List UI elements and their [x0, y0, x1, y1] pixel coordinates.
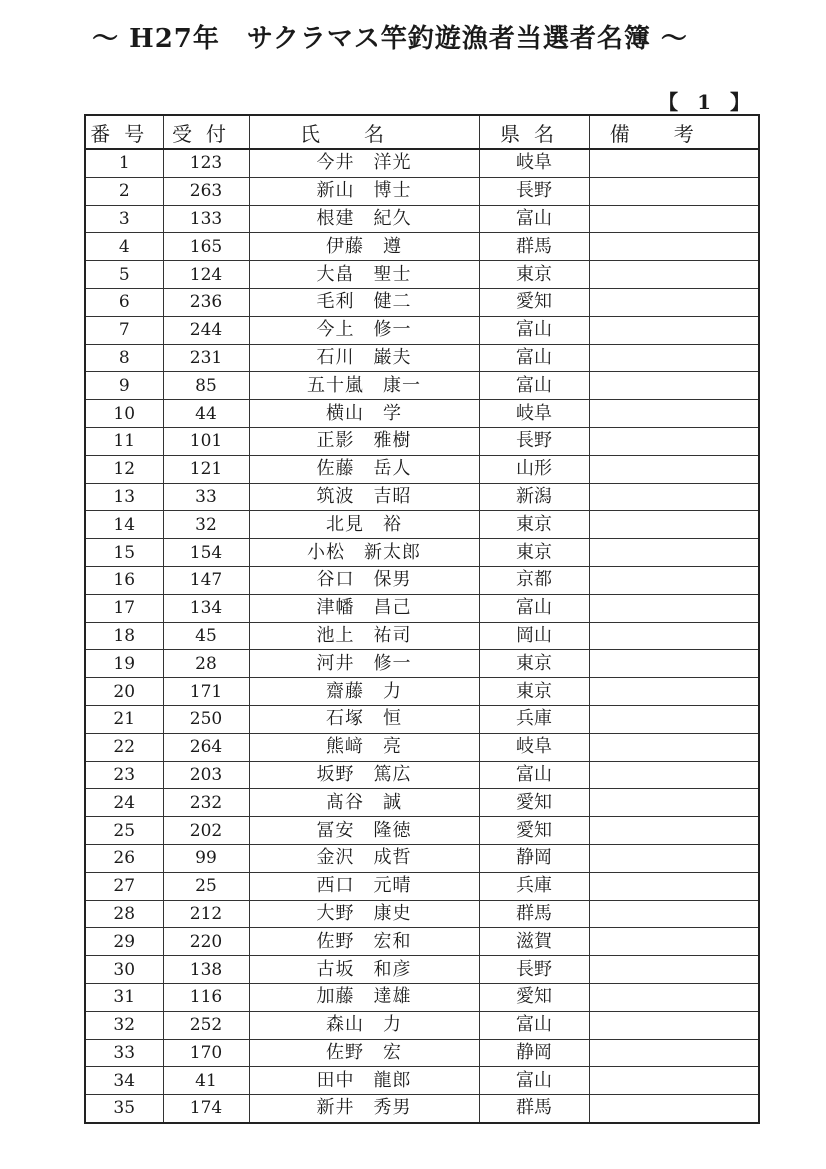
prefecture-name: 新潟 — [479, 483, 589, 511]
winner-name: 坂野 篤広 — [249, 761, 479, 789]
row-number: 31 — [85, 983, 163, 1011]
table-row — [85, 1011, 759, 1039]
remarks-cell — [589, 539, 759, 567]
reception-number: 147 — [163, 566, 249, 594]
remarks-cell — [589, 956, 759, 984]
table-row — [85, 288, 759, 316]
reception-number: 123 — [163, 149, 249, 177]
prefecture-name: 富山 — [479, 205, 589, 233]
winner-name: 西口 元晴 — [249, 872, 479, 900]
reception-number: 45 — [163, 622, 249, 650]
row-number: 3 — [85, 205, 163, 233]
row-number: 25 — [85, 817, 163, 845]
reception-number: 203 — [163, 761, 249, 789]
prefecture-name: 東京 — [479, 539, 589, 567]
winner-name: 横山 学 — [249, 400, 479, 428]
reception-number: 165 — [163, 233, 249, 261]
prefecture-name: 山形 — [479, 455, 589, 483]
table-row — [85, 1095, 759, 1123]
table-row — [85, 566, 759, 594]
winner-name: 新井 秀男 — [249, 1095, 479, 1123]
row-number: 24 — [85, 789, 163, 817]
winner-name: 池上 祐司 — [249, 622, 479, 650]
table-row — [85, 761, 759, 789]
winner-name: 伊藤 遵 — [249, 233, 479, 261]
reception-number: 124 — [163, 261, 249, 289]
table-row — [85, 650, 759, 678]
prefecture-name: 東京 — [479, 261, 589, 289]
reception-number: 25 — [163, 872, 249, 900]
table-row — [85, 789, 759, 817]
table-row — [85, 844, 759, 872]
table-row — [85, 1067, 759, 1095]
row-number: 28 — [85, 900, 163, 928]
remarks-cell — [589, 1039, 759, 1067]
reception-number: 32 — [163, 511, 249, 539]
row-number: 14 — [85, 511, 163, 539]
winner-name: 河井 修一 — [249, 650, 479, 678]
remarks-cell — [589, 594, 759, 622]
row-number: 4 — [85, 233, 163, 261]
remarks-cell — [589, 233, 759, 261]
row-number: 7 — [85, 316, 163, 344]
winner-name: 田中 龍郎 — [249, 1067, 479, 1095]
prefecture-name: 岡山 — [479, 622, 589, 650]
row-number: 22 — [85, 733, 163, 761]
table-row — [85, 900, 759, 928]
table-row — [85, 872, 759, 900]
reception-number: 85 — [163, 372, 249, 400]
prefecture-name: 兵庫 — [479, 872, 589, 900]
remarks-cell — [589, 344, 759, 372]
table-row — [85, 983, 759, 1011]
header-row — [85, 115, 759, 149]
reception-number: 171 — [163, 678, 249, 706]
winner-name: 加藤 達雄 — [249, 983, 479, 1011]
row-number: 9 — [85, 372, 163, 400]
remarks-cell — [589, 650, 759, 678]
table-row — [85, 539, 759, 567]
row-number: 27 — [85, 872, 163, 900]
remarks-cell — [589, 1067, 759, 1095]
winner-name: 小松 新太郎 — [249, 539, 479, 567]
table-header — [85, 115, 759, 149]
remarks-cell — [589, 678, 759, 706]
prefecture-name: 静岡 — [479, 844, 589, 872]
prefecture-name: 群馬 — [479, 900, 589, 928]
prefecture-name: 愛知 — [479, 817, 589, 845]
winner-name: 佐野 宏和 — [249, 928, 479, 956]
winner-name: 齋藤 力 — [249, 678, 479, 706]
row-number: 34 — [85, 1067, 163, 1095]
winner-name: 髙谷 誠 — [249, 789, 479, 817]
table-row — [85, 149, 759, 177]
row-number: 10 — [85, 400, 163, 428]
row-number: 15 — [85, 539, 163, 567]
row-number: 8 — [85, 344, 163, 372]
row-number: 32 — [85, 1011, 163, 1039]
reception-number: 232 — [163, 789, 249, 817]
remarks-cell — [589, 483, 759, 511]
row-number: 20 — [85, 678, 163, 706]
table-row — [85, 316, 759, 344]
reception-number: 101 — [163, 427, 249, 455]
prefecture-name: 滋賀 — [479, 928, 589, 956]
table-row — [85, 705, 759, 733]
reception-number: 220 — [163, 928, 249, 956]
table-row — [85, 205, 759, 233]
prefecture-name: 群馬 — [479, 233, 589, 261]
reception-number: 244 — [163, 316, 249, 344]
table-row — [85, 678, 759, 706]
remarks-cell — [589, 177, 759, 205]
prefecture-name: 兵庫 — [479, 705, 589, 733]
prefecture-name: 岐阜 — [479, 149, 589, 177]
winner-name: 森山 力 — [249, 1011, 479, 1039]
table-row — [85, 956, 759, 984]
reception-number: 202 — [163, 817, 249, 845]
row-number: 19 — [85, 650, 163, 678]
winner-name: 佐野 宏 — [249, 1039, 479, 1067]
row-number: 13 — [85, 483, 163, 511]
winner-name: 津幡 昌己 — [249, 594, 479, 622]
reception-number: 264 — [163, 733, 249, 761]
row-number: 17 — [85, 594, 163, 622]
reception-number: 44 — [163, 400, 249, 428]
row-number: 33 — [85, 1039, 163, 1067]
table-row — [85, 817, 759, 845]
winner-name: 冨安 隆徳 — [249, 817, 479, 845]
remarks-cell — [589, 1011, 759, 1039]
reception-number: 41 — [163, 1067, 249, 1095]
prefecture-name: 長野 — [479, 427, 589, 455]
remarks-cell — [589, 983, 759, 1011]
reception-number: 252 — [163, 1011, 249, 1039]
prefecture-name: 富山 — [479, 761, 589, 789]
row-number: 16 — [85, 566, 163, 594]
winner-name: 石川 巌夫 — [249, 344, 479, 372]
reception-number: 33 — [163, 483, 249, 511]
remarks-cell — [589, 372, 759, 400]
remarks-cell — [589, 261, 759, 289]
row-number: 30 — [85, 956, 163, 984]
prefecture-name: 富山 — [479, 372, 589, 400]
winner-name: 大野 康史 — [249, 900, 479, 928]
table-row — [85, 1039, 759, 1067]
winner-name: 正影 雅樹 — [249, 427, 479, 455]
page-number: 【 1 】 — [658, 90, 756, 114]
table-row — [85, 928, 759, 956]
prefecture-name: 愛知 — [479, 983, 589, 1011]
prefecture-name: 岐阜 — [479, 733, 589, 761]
table-row — [85, 483, 759, 511]
remarks-cell — [589, 817, 759, 845]
winner-name: 熊﨑 亮 — [249, 733, 479, 761]
reception-number: 134 — [163, 594, 249, 622]
table-body — [85, 149, 759, 1123]
table-row — [85, 427, 759, 455]
prefecture-name: 富山 — [479, 1011, 589, 1039]
winner-name: 根建 紀久 — [249, 205, 479, 233]
reception-number: 154 — [163, 539, 249, 567]
prefecture-name: 富山 — [479, 316, 589, 344]
page-title: ～ H27年 サクラマス竿釣遊漁者当選者名簿 ～ — [92, 24, 688, 54]
row-number: 18 — [85, 622, 163, 650]
remarks-cell — [589, 288, 759, 316]
row-number: 23 — [85, 761, 163, 789]
prefecture-name: 東京 — [479, 650, 589, 678]
reception-number: 133 — [163, 205, 249, 233]
remarks-cell — [589, 928, 759, 956]
winners-roster-table — [84, 114, 760, 1124]
table-row — [85, 372, 759, 400]
prefecture-name: 京都 — [479, 566, 589, 594]
prefecture-name: 富山 — [479, 1067, 589, 1095]
row-number: 21 — [85, 705, 163, 733]
prefecture-name: 長野 — [479, 956, 589, 984]
prefecture-name: 静岡 — [479, 1039, 589, 1067]
reception-number: 170 — [163, 1039, 249, 1067]
remarks-cell — [589, 455, 759, 483]
table-row — [85, 177, 759, 205]
reception-number: 121 — [163, 455, 249, 483]
remarks-cell — [589, 844, 759, 872]
winner-name: 北見 裕 — [249, 511, 479, 539]
remarks-cell — [589, 427, 759, 455]
prefecture-name: 長野 — [479, 177, 589, 205]
winner-name: 古坂 和彦 — [249, 956, 479, 984]
remarks-cell — [589, 622, 759, 650]
remarks-cell — [589, 316, 759, 344]
winner-name: 今井 洋光 — [249, 149, 479, 177]
row-number: 6 — [85, 288, 163, 316]
remarks-cell — [589, 872, 759, 900]
row-number: 12 — [85, 455, 163, 483]
header-number: 番号 — [85, 115, 163, 149]
remarks-cell — [589, 705, 759, 733]
reception-number: 231 — [163, 344, 249, 372]
row-number: 29 — [85, 928, 163, 956]
table-row — [85, 400, 759, 428]
remarks-cell — [589, 149, 759, 177]
row-number: 35 — [85, 1095, 163, 1123]
remarks-cell — [589, 733, 759, 761]
header-name: 氏名 — [249, 115, 479, 149]
prefecture-name: 愛知 — [479, 288, 589, 316]
remarks-cell — [589, 566, 759, 594]
remarks-cell — [589, 900, 759, 928]
header-remarks: 備考 — [589, 115, 759, 149]
reception-number: 174 — [163, 1095, 249, 1123]
row-number: 26 — [85, 844, 163, 872]
winner-name: 金沢 成哲 — [249, 844, 479, 872]
row-number: 11 — [85, 427, 163, 455]
reception-number: 236 — [163, 288, 249, 316]
reception-number: 212 — [163, 900, 249, 928]
table-row — [85, 233, 759, 261]
table-row — [85, 511, 759, 539]
winner-name: 石塚 恒 — [249, 705, 479, 733]
winner-name: 毛利 健二 — [249, 288, 479, 316]
prefecture-name: 群馬 — [479, 1095, 589, 1123]
reception-number: 250 — [163, 705, 249, 733]
table-row — [85, 733, 759, 761]
winner-name: 大畠 聖士 — [249, 261, 479, 289]
table-row — [85, 261, 759, 289]
header-prefecture: 県名 — [479, 115, 589, 149]
remarks-cell — [589, 761, 759, 789]
winner-name: 今上 修一 — [249, 316, 479, 344]
remarks-cell — [589, 1095, 759, 1123]
winner-name: 新山 博士 — [249, 177, 479, 205]
row-number: 5 — [85, 261, 163, 289]
prefecture-name: 東京 — [479, 511, 589, 539]
winner-name: 筑波 吉昭 — [249, 483, 479, 511]
prefecture-name: 東京 — [479, 678, 589, 706]
winner-name: 佐藤 岳人 — [249, 455, 479, 483]
reception-number: 116 — [163, 983, 249, 1011]
reception-number: 138 — [163, 956, 249, 984]
prefecture-name: 富山 — [479, 344, 589, 372]
remarks-cell — [589, 400, 759, 428]
prefecture-name: 富山 — [479, 594, 589, 622]
reception-number: 263 — [163, 177, 249, 205]
winner-name: 谷口 保男 — [249, 566, 479, 594]
remarks-cell — [589, 205, 759, 233]
row-number: 2 — [85, 177, 163, 205]
reception-number: 28 — [163, 650, 249, 678]
table-row — [85, 622, 759, 650]
winner-name: 五十嵐 康一 — [249, 372, 479, 400]
reception-number: 99 — [163, 844, 249, 872]
table-row — [85, 344, 759, 372]
header-reception: 受付 — [163, 115, 249, 149]
table-row — [85, 594, 759, 622]
prefecture-name: 岐阜 — [479, 400, 589, 428]
prefecture-name: 愛知 — [479, 789, 589, 817]
remarks-cell — [589, 511, 759, 539]
row-number: 1 — [85, 149, 163, 177]
table-row — [85, 455, 759, 483]
remarks-cell — [589, 789, 759, 817]
